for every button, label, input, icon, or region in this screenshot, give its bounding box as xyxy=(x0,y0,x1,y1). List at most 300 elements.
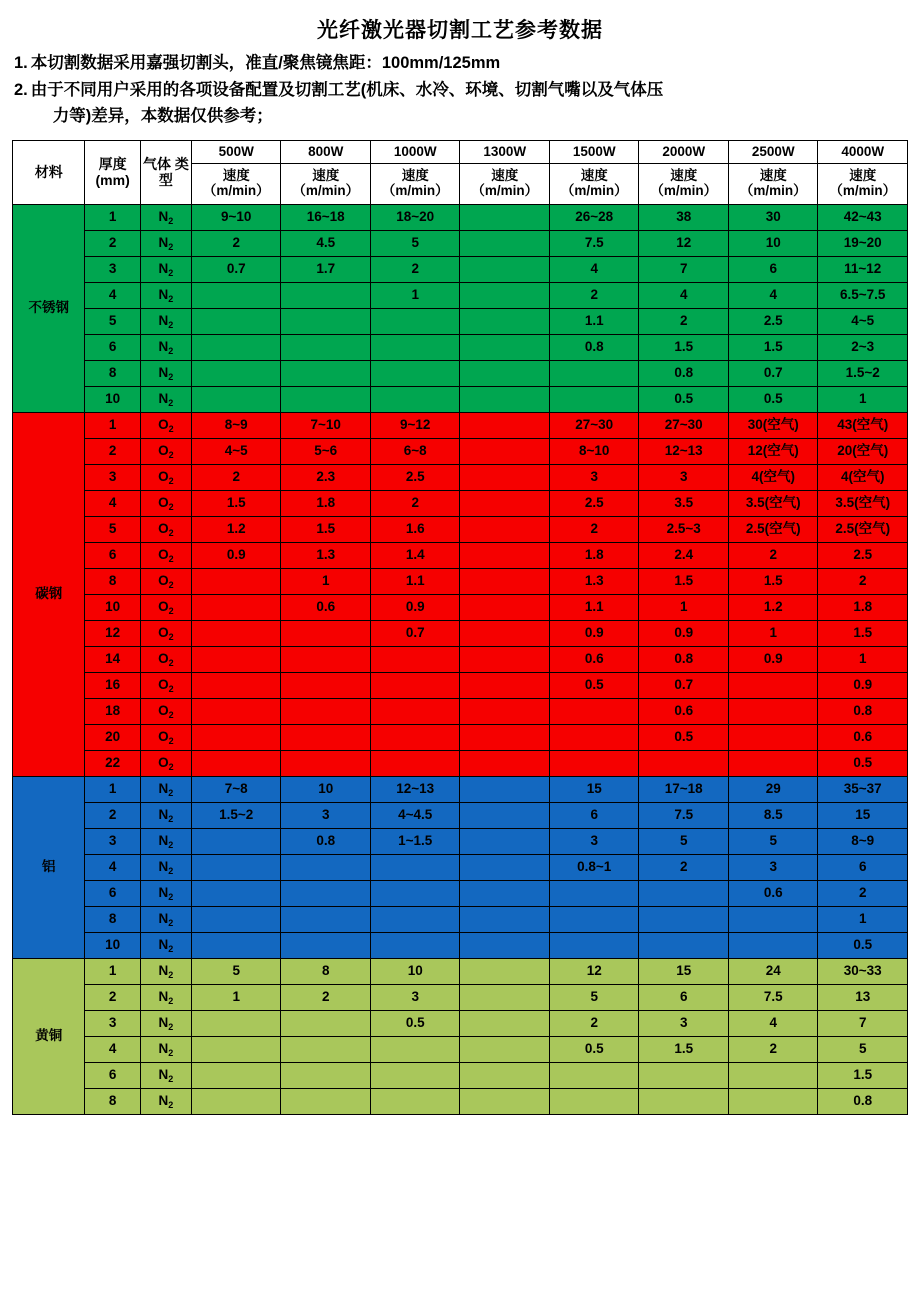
speed-cell: 3 xyxy=(639,465,729,491)
speed-cell xyxy=(191,1037,281,1063)
speed-cell: 2~3 xyxy=(818,335,908,361)
column-header-gas-type xyxy=(140,141,191,205)
speed-cell xyxy=(728,725,818,751)
speed-cell xyxy=(281,309,371,335)
speed-cell: 0.7 xyxy=(191,257,281,283)
table-row xyxy=(13,855,908,881)
column-subheader-speed: 速度 （m/min） xyxy=(639,164,729,205)
speed-cell xyxy=(281,907,371,933)
note-line: 由于不同用户采用的各项设备配置及切割工艺(机床、水冷、环境、切割气嘴以及气体压 xyxy=(30,80,664,99)
gas-type-cell: $O_2$ xyxy=(140,647,191,673)
speed-cell: 1.5 xyxy=(639,335,729,361)
speed-cell xyxy=(370,907,460,933)
speed-cell: 15 xyxy=(818,803,908,829)
speed-cell: 6 xyxy=(728,257,818,283)
table-row xyxy=(13,361,908,387)
speed-cell xyxy=(460,309,550,335)
speed-cell: 1.5 xyxy=(728,569,818,595)
speed-cell xyxy=(191,309,281,335)
thickness-cell: 1 xyxy=(85,205,140,231)
gas-type-cell: $N_2$ xyxy=(140,361,191,387)
speed-cell: 2 xyxy=(639,855,729,881)
column-subheader-speed: 速度 （m/min） xyxy=(549,164,639,205)
note-item xyxy=(14,77,908,130)
speed-cell xyxy=(191,855,281,881)
thickness-cell: 10 xyxy=(85,933,140,959)
speed-cell: 24 xyxy=(728,959,818,985)
speed-cell xyxy=(549,1063,639,1089)
speed-cell xyxy=(370,1063,460,1089)
column-header-power-2000w: 2000W xyxy=(639,141,729,164)
speed-cell: 3 xyxy=(549,829,639,855)
gas-type-cell: $N_2$ xyxy=(140,907,191,933)
speed-cell: 10 xyxy=(281,777,371,803)
speed-cell xyxy=(281,1089,371,1115)
material-cell: 不锈钢 xyxy=(13,205,85,413)
gas-type-cell: $O_2$ xyxy=(140,439,191,465)
speed-cell: 1.5 xyxy=(639,1037,729,1063)
speed-cell xyxy=(191,361,281,387)
speed-cell: 3 xyxy=(549,465,639,491)
speed-cell: 2 xyxy=(191,231,281,257)
speed-cell: 8.5 xyxy=(728,803,818,829)
table-row xyxy=(13,1089,908,1115)
table-row xyxy=(13,1011,908,1037)
table-row xyxy=(13,829,908,855)
speed-cell: 3.5(空气) xyxy=(728,491,818,517)
thickness-cell: 2 xyxy=(85,439,140,465)
thickness-cell: 6 xyxy=(85,543,140,569)
speed-cell: 2 xyxy=(728,1037,818,1063)
speed-cell: 0.5 xyxy=(818,751,908,777)
speed-cell xyxy=(191,933,281,959)
speed-cell: 38 xyxy=(639,205,729,231)
speed-cell: 1.5 xyxy=(818,1063,908,1089)
speed-cell: 17~18 xyxy=(639,777,729,803)
speed-cell: 3 xyxy=(281,803,371,829)
speed-cell xyxy=(460,569,550,595)
thickness-cell: 4 xyxy=(85,283,140,309)
speed-cell xyxy=(281,751,371,777)
speed-cell: 10 xyxy=(370,959,460,985)
gas-type-cell: $N_2$ xyxy=(140,1089,191,1115)
gas-type-cell: $N_2$ xyxy=(140,777,191,803)
speed-cell xyxy=(460,205,550,231)
thickness-cell: 3 xyxy=(85,829,140,855)
column-subheader-speed: 速度 （m/min） xyxy=(818,164,908,205)
speed-cell xyxy=(281,361,371,387)
speed-cell: 3.5(空气) xyxy=(818,491,908,517)
thickness-label-line1: 厚度 xyxy=(98,156,127,173)
speed-cell xyxy=(191,829,281,855)
thickness-cell: 3 xyxy=(85,465,140,491)
speed-cell: 0.6 xyxy=(281,595,371,621)
speed-cell: 4(空气) xyxy=(728,465,818,491)
speed-cell xyxy=(281,881,371,907)
gas-type-cell: $N_2$ xyxy=(140,205,191,231)
speed-cell: 2 xyxy=(549,283,639,309)
gas-type-cell: $O_2$ xyxy=(140,725,191,751)
speed-cell: 4~5 xyxy=(818,309,908,335)
speed-cell xyxy=(460,1089,550,1115)
speed-cell: 19~20 xyxy=(818,231,908,257)
speed-cell: 4 xyxy=(728,283,818,309)
speed-cell: 2 xyxy=(191,465,281,491)
speed-cell: 18~20 xyxy=(370,205,460,231)
speed-cell: 0.9 xyxy=(549,621,639,647)
speed-cell xyxy=(281,725,371,751)
gas-type-cell: $N_2$ xyxy=(140,283,191,309)
speed-cell xyxy=(191,907,281,933)
speed-cell xyxy=(281,673,371,699)
speed-cell xyxy=(460,699,550,725)
speed-cell: 7.5 xyxy=(728,985,818,1011)
speed-cell xyxy=(191,1011,281,1037)
thickness-cell: 8 xyxy=(85,907,140,933)
speed-cell xyxy=(460,517,550,543)
speed-cell xyxy=(549,699,639,725)
table-header-row-power xyxy=(13,141,908,164)
speed-cell: 0.5 xyxy=(639,725,729,751)
speed-cell xyxy=(639,751,729,777)
table-row xyxy=(13,569,908,595)
gas-type-cell: $N_2$ xyxy=(140,1037,191,1063)
speed-cell xyxy=(281,335,371,361)
thickness-cell: 12 xyxy=(85,621,140,647)
speed-cell: 1~1.5 xyxy=(370,829,460,855)
speed-cell xyxy=(460,725,550,751)
speed-cell xyxy=(370,881,460,907)
speed-cell: 2.5~3 xyxy=(639,517,729,543)
table-row xyxy=(13,595,908,621)
speed-cell xyxy=(549,933,639,959)
speed-cell: 0.7 xyxy=(728,361,818,387)
speed-cell xyxy=(460,595,550,621)
table-row xyxy=(13,751,908,777)
speed-cell xyxy=(191,673,281,699)
speed-cell xyxy=(460,751,550,777)
speed-cell: 0.5 xyxy=(549,1037,639,1063)
speed-cell xyxy=(639,1063,729,1089)
speed-cell: 0.6 xyxy=(728,881,818,907)
speed-cell: 2.4 xyxy=(639,543,729,569)
speed-cell: 1.5~2 xyxy=(818,361,908,387)
speed-cell: 0.6 xyxy=(549,647,639,673)
speed-cell: 27~30 xyxy=(549,413,639,439)
speed-cell: 2.5(空气) xyxy=(728,517,818,543)
speed-cell xyxy=(281,621,371,647)
table-body xyxy=(13,205,908,1115)
thickness-cell: 1 xyxy=(85,413,140,439)
speed-cell: 2 xyxy=(281,985,371,1011)
speed-cell: 1.7 xyxy=(281,257,371,283)
speed-cell: 7 xyxy=(818,1011,908,1037)
column-header-thickness xyxy=(85,141,140,205)
speed-cell: 7 xyxy=(639,257,729,283)
gas-type-cell: $O_2$ xyxy=(140,673,191,699)
speed-cell xyxy=(460,777,550,803)
table-row xyxy=(13,283,908,309)
table-row xyxy=(13,959,908,985)
table-row xyxy=(13,413,908,439)
speed-cell xyxy=(549,881,639,907)
speed-cell: 2 xyxy=(818,569,908,595)
speed-cell xyxy=(460,673,550,699)
speed-cell: 1.3 xyxy=(549,569,639,595)
speed-cell xyxy=(460,387,550,413)
speed-cell: 2.5(空气) xyxy=(818,517,908,543)
speed-cell: 11~12 xyxy=(818,257,908,283)
thickness-cell: 20 xyxy=(85,725,140,751)
speed-cell: 30(空气) xyxy=(728,413,818,439)
thickness-cell: 5 xyxy=(85,309,140,335)
speed-cell: 9~12 xyxy=(370,413,460,439)
speed-cell: 6 xyxy=(549,803,639,829)
speed-cell xyxy=(191,335,281,361)
speed-cell: 1.5 xyxy=(281,517,371,543)
speed-cell xyxy=(191,621,281,647)
speed-cell: 2.5 xyxy=(549,491,639,517)
speed-cell xyxy=(460,413,550,439)
speed-cell: 1.5~2 xyxy=(191,803,281,829)
column-header-power-500w: 500W xyxy=(191,141,281,164)
gas-type-cell: $O_2$ xyxy=(140,491,191,517)
speed-cell: 1 xyxy=(818,647,908,673)
speed-cell: 5 xyxy=(818,1037,908,1063)
speed-cell: 4(空气) xyxy=(818,465,908,491)
gas-type-cell: $O_2$ xyxy=(140,517,191,543)
thickness-cell: 2 xyxy=(85,985,140,1011)
speed-cell xyxy=(281,933,371,959)
gas-type-cell: $N_2$ xyxy=(140,959,191,985)
thickness-cell: 4 xyxy=(85,491,140,517)
speed-cell xyxy=(370,387,460,413)
speed-cell: 1.6 xyxy=(370,517,460,543)
speed-cell xyxy=(191,647,281,673)
speed-cell: 15 xyxy=(549,777,639,803)
thickness-cell: 10 xyxy=(85,387,140,413)
speed-cell: 12~13 xyxy=(370,777,460,803)
speed-cell: 2.5 xyxy=(728,309,818,335)
speed-cell: 0.8 xyxy=(639,647,729,673)
column-header-power-1000w: 1000W xyxy=(370,141,460,164)
table-row xyxy=(13,699,908,725)
speed-cell: 7.5 xyxy=(549,231,639,257)
speed-cell xyxy=(191,725,281,751)
table-row xyxy=(13,517,908,543)
speed-cell xyxy=(460,491,550,517)
speed-cell: 2 xyxy=(639,309,729,335)
table-row xyxy=(13,621,908,647)
speed-cell: 5 xyxy=(549,985,639,1011)
speed-cell: 10 xyxy=(728,231,818,257)
column-header-power-1500w: 1500W xyxy=(549,141,639,164)
speed-cell xyxy=(728,933,818,959)
speed-cell: 6 xyxy=(639,985,729,1011)
speed-cell: 5~6 xyxy=(281,439,371,465)
speed-cell xyxy=(281,1037,371,1063)
speed-cell: 1 xyxy=(281,569,371,595)
gas-type-cell: $N_2$ xyxy=(140,309,191,335)
speed-cell xyxy=(191,1089,281,1115)
speed-cell: 6 xyxy=(818,855,908,881)
table-row xyxy=(13,1037,908,1063)
speed-cell: 3 xyxy=(728,855,818,881)
speed-cell: 1 xyxy=(370,283,460,309)
speed-cell xyxy=(549,751,639,777)
column-subheader-speed: 速度 （m/min） xyxy=(460,164,550,205)
speed-cell: 4.5 xyxy=(281,231,371,257)
speed-cell: 1 xyxy=(191,985,281,1011)
table-row xyxy=(13,881,908,907)
speed-cell xyxy=(460,335,550,361)
speed-cell: 3 xyxy=(639,1011,729,1037)
speed-cell xyxy=(460,985,550,1011)
table-row xyxy=(13,647,908,673)
speed-cell: 8~9 xyxy=(818,829,908,855)
speed-cell xyxy=(370,751,460,777)
speed-cell xyxy=(460,543,550,569)
speed-cell: 43(空气) xyxy=(818,413,908,439)
speed-cell: 1.8 xyxy=(549,543,639,569)
speed-cell: 8~9 xyxy=(191,413,281,439)
speed-cell: 0.6 xyxy=(818,725,908,751)
speed-cell xyxy=(460,907,550,933)
gas-type-cell: $O_2$ xyxy=(140,413,191,439)
speed-cell: 0.8 xyxy=(281,829,371,855)
thickness-cell: 16 xyxy=(85,673,140,699)
gas-type-cell: $N_2$ xyxy=(140,855,191,881)
speed-cell: 5 xyxy=(728,829,818,855)
speed-cell: 1.2 xyxy=(191,517,281,543)
speed-cell: 5 xyxy=(370,231,460,257)
speed-cell xyxy=(728,907,818,933)
speed-cell: 0.5 xyxy=(370,1011,460,1037)
speed-cell xyxy=(191,751,281,777)
speed-cell: 12 xyxy=(549,959,639,985)
speed-cell: 1.5 xyxy=(639,569,729,595)
speed-cell: 1.1 xyxy=(370,569,460,595)
speed-cell: 0.9 xyxy=(191,543,281,569)
page-title: 光纤激光器切割工艺参考数据 xyxy=(317,19,603,42)
speed-cell xyxy=(370,1037,460,1063)
speed-cell: 4 xyxy=(549,257,639,283)
speed-cell xyxy=(728,699,818,725)
table-row xyxy=(13,491,908,517)
speed-cell: 15 xyxy=(639,959,729,985)
speed-cell: 5 xyxy=(639,829,729,855)
speed-cell: 12 xyxy=(639,231,729,257)
column-subheader-speed: 速度 （m/min） xyxy=(191,164,281,205)
thickness-cell: 2 xyxy=(85,231,140,257)
speed-cell xyxy=(460,803,550,829)
thickness-label-line2: (mm) xyxy=(95,171,130,188)
speed-cell xyxy=(639,1089,729,1115)
speed-cell: 2.5 xyxy=(818,543,908,569)
speed-cell: 1.5 xyxy=(818,621,908,647)
speed-cell xyxy=(370,933,460,959)
speed-cell: 20(空气) xyxy=(818,439,908,465)
column-subheader-speed: 速度 （m/min） xyxy=(281,164,371,205)
speed-cell xyxy=(370,647,460,673)
speed-cell: 2 xyxy=(549,517,639,543)
speed-cell: 1 xyxy=(818,907,908,933)
speed-cell xyxy=(549,725,639,751)
gas-label-line1: 气体 xyxy=(142,156,171,173)
table-row xyxy=(13,465,908,491)
gas-type-cell: $O_2$ xyxy=(140,465,191,491)
speed-cell xyxy=(460,231,550,257)
speed-cell xyxy=(460,1063,550,1089)
speed-cell: 0.8 xyxy=(639,361,729,387)
speed-cell: 30~33 xyxy=(818,959,908,985)
speed-cell xyxy=(460,959,550,985)
speed-cell: 0.5 xyxy=(639,387,729,413)
table-row xyxy=(13,777,908,803)
gas-type-cell: $N_2$ xyxy=(140,881,191,907)
column-header-material: 材料 xyxy=(13,141,85,205)
speed-cell xyxy=(191,387,281,413)
column-header-power-4000w: 4000W xyxy=(818,141,908,164)
speed-cell xyxy=(460,361,550,387)
speed-cell: 0.7 xyxy=(639,673,729,699)
note-text xyxy=(31,77,908,130)
speed-cell xyxy=(191,1063,281,1089)
speed-cell: 0.5 xyxy=(549,673,639,699)
thickness-cell: 5 xyxy=(85,517,140,543)
speed-cell xyxy=(370,1089,460,1115)
table-row xyxy=(13,205,908,231)
thickness-cell: 3 xyxy=(85,257,140,283)
speed-cell: 2.5 xyxy=(370,465,460,491)
gas-type-cell: $N_2$ xyxy=(140,933,191,959)
speed-cell xyxy=(281,855,371,881)
column-header-power-800w: 800W xyxy=(281,141,371,164)
speed-cell: 0.8 xyxy=(818,699,908,725)
table-row xyxy=(13,725,908,751)
speed-cell: 1.3 xyxy=(281,543,371,569)
speed-cell xyxy=(460,933,550,959)
speed-cell xyxy=(460,439,550,465)
note-line: 本切割数据采用嘉强切割头，准直/聚焦镜焦距：100mm/125mm xyxy=(30,54,501,72)
speed-cell xyxy=(549,907,639,933)
material-cell: 黄铜 xyxy=(13,959,85,1115)
gas-type-cell: $N_2$ xyxy=(140,231,191,257)
thickness-cell: 8 xyxy=(85,361,140,387)
speed-cell xyxy=(370,335,460,361)
table-row xyxy=(13,439,908,465)
table-row xyxy=(13,803,908,829)
note-number: 1. xyxy=(14,54,28,72)
speed-cell xyxy=(281,699,371,725)
speed-cell: 4 xyxy=(728,1011,818,1037)
speed-cell: 2 xyxy=(728,543,818,569)
speed-cell: 35~37 xyxy=(818,777,908,803)
thickness-cell: 8 xyxy=(85,569,140,595)
speed-cell: 8~10 xyxy=(549,439,639,465)
gas-type-cell: $N_2$ xyxy=(140,803,191,829)
table-row xyxy=(13,673,908,699)
speed-cell: 5 xyxy=(191,959,281,985)
speed-cell xyxy=(549,1089,639,1115)
speed-cell xyxy=(460,283,550,309)
thickness-cell: 8 xyxy=(85,1089,140,1115)
speed-cell: 1.1 xyxy=(549,595,639,621)
speed-cell xyxy=(370,855,460,881)
column-header-power-2500w: 2500W xyxy=(728,141,818,164)
gas-type-cell: $O_2$ xyxy=(140,569,191,595)
table-row xyxy=(13,985,908,1011)
